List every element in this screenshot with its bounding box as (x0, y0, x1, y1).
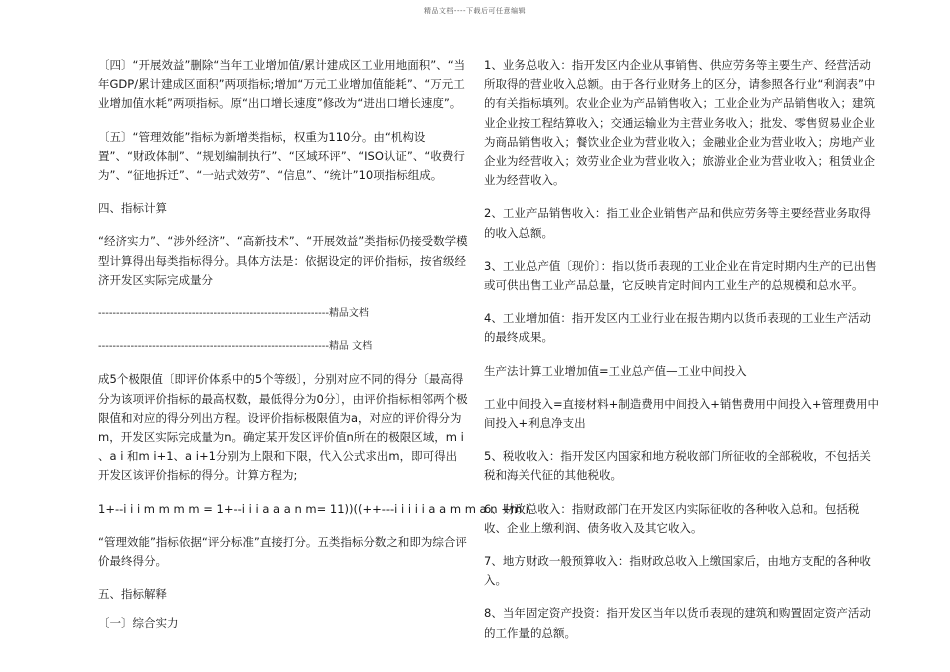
paragraph-development-benefit: 〔四〕“开展效益”删除“当年工业增加值/累计建成区工业用地面积”、“当年GDP/累计建成区面积”两项指标;增加“万元工业增加值能耗”、“万元工业增加值水耗”两项指标。原“出口增长速度”修改为“进出口增长速度”。 (98, 58, 466, 111)
paragraph-tax-revenue: 5、税收收入：指开发区内国家和地方税收部门所征收的全部税收，不包括关税和海关代征的其他税收。 (484, 449, 871, 483)
paragraph-calculation-intro: “经济实力”、“涉外经济”、“高新技术”、“开展效益”类指标仍接受数学模型计算得出每类指标得分。具体方法是：依据设定的评价指标，按省级经济开发区实际完成量分 (98, 234, 468, 287)
page-header-note: 精品文档----下载后可任意编辑 (423, 7, 527, 15)
paragraph-local-budget-revenue: 7、地方财政一般预算收入：指财政总收入上缴国家后，由地方支配的各种收入。 (484, 554, 871, 588)
paragraph-fiscal-revenue: 6、财政总收入：指财政部门在开发区内实际征收的各种收入总和。包括税收、企业上缴利润、债务收入及其它收入。 (484, 501, 860, 535)
subheading-comprehensive-strength: 〔一〕综合实力 (98, 616, 179, 631)
paragraph-business-revenue: 1、业务总收入：指开发区内企业从事销售、供应劳务等主要生产、经营活动所取得的营业收入总额。由于各行业财务上的区分，请参照各行业“利润表”中的有关指标填列。农业企业为产品销售收入；工业企业为产品销售收入；建筑业企业按工程结算收入；交通运输业为主营业务收入；批发、零售贸易业企业为商品销售收入；餐饮业企业为营业收入；金融业企业为营业收入；房地产业企业为经营收入；效劳业企业为营业收入；旅游业企业为营业收入；租赁业企业为经营收入。 (484, 58, 876, 188)
paragraph-industrial-output: 3、工业总产值〔现价〕：指以货币表现的工业企业在肯定时期内生产的已出售或可供出售工业产品总量，它反映肯定时间内工业生产的总规模和总水平。 (484, 258, 877, 293)
separator-line-1: ----------------------------------------------------------------精品文档 (98, 308, 369, 320)
heading-indicator-calculation: 四、指标计算 (98, 201, 167, 216)
formula-value-added: 生产法计算工业增加值=工业总产值—工业中间投入 (484, 363, 747, 378)
left-column (74, 56, 529, 634)
right-column (484, 56, 880, 643)
paragraph-management-efficiency: 〔五〕“管理效能”指标为新增类指标，权重为110分。由“机构设置”、“财政体制”、“规划编制执行”、“区域环评”、“ISO认证”、“收费行为”、“征地拆迁”、“一站式效劳”、“信息”、“统计”10项指标组成。 (98, 129, 465, 183)
paragraph-fixed-asset-investment: 8、当年固定资产投资：指开发区当年以货币表现的建筑和购置固定资产活动的工作量的总额。 (484, 606, 871, 640)
paragraph-calculation-method: 成5个极限值〔即评价体系中的5个等级〕，分别对应不同的得分〔最高得分为该项评价指标的最高权数，最低得分为0分〕，由评价指标相邻两个极限值和对应的得分列出方程。设评价指标极限值为a，对应的评价得分为m，开发区实际完成量为n。确定某开发区评价值n所在的极限区域，m i 、a i 和m i+1、a i+1分别为上限和下限，代入公式求出m，即可得出开发区该评价指标的得分。计算方程为; (98, 372, 468, 483)
separator-line-2: ----------------------------------------------------------------精品 文档 (98, 341, 373, 353)
paragraph-industrial-value-added: 4、工业增加值：指开发区内工业行业在报告期内以货币表现的工业生产活动的最终成果。 (484, 311, 871, 345)
calculation-equation: 1+--i i i m m m m = 1+--i i i a a a n m= 11))((++---i i i i i a a m m a n +m i (98, 501, 529, 516)
formula-intermediate-input: 工业中间投入=直接材料+制造费用中间投入+销售费用中间投入+管理费用中间投入+利息净支出 (484, 396, 880, 431)
heading-indicator-explanation: 五、指标解释 (98, 587, 167, 602)
paragraph-final-score: “管理效能”指标依据“评分标准”直接打分。五类指标分数之和即为综合评价最终得分。 (98, 534, 467, 569)
paragraph-industrial-sales: 2、工业产品销售收入：指工业企业销售产品和供应劳务等主要经营业务取得的收入总额。 (484, 206, 871, 240)
